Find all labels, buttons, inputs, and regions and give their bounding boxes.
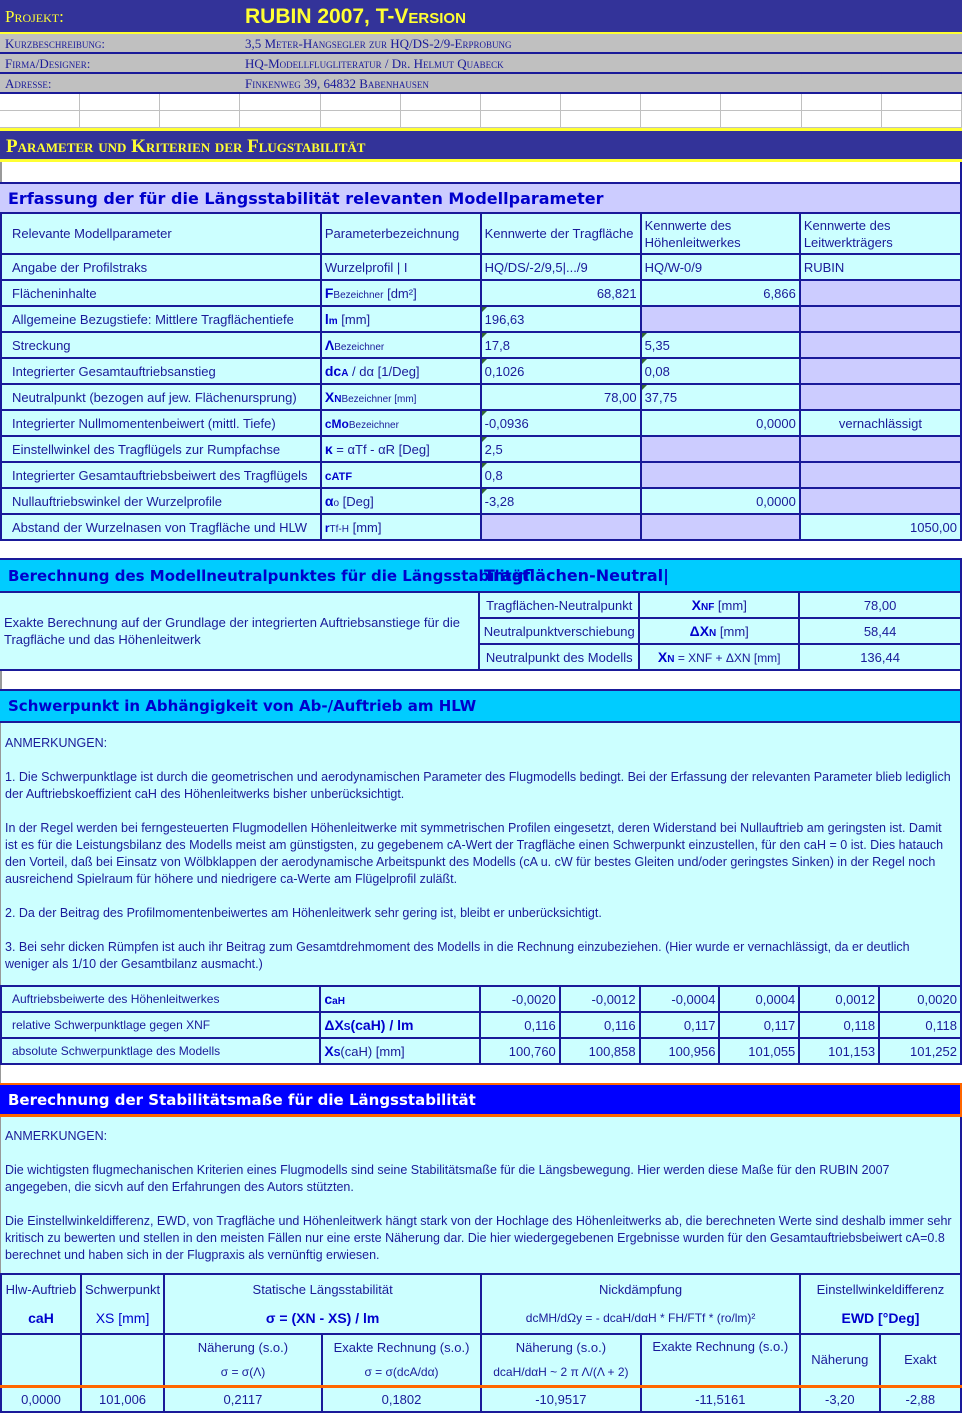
lwt-value[interactable]: RUBIN	[800, 254, 961, 280]
lwt-value[interactable]	[800, 462, 961, 488]
symbol-text: X	[324, 389, 335, 405]
table-row	[1, 436, 961, 462]
main-title: Parameter und Kriterien der Flugstabilität	[6, 136, 366, 157]
np-value[interactable]: 58,44	[799, 618, 961, 644]
cg-label: Auftriebsbeiwerte des Höhenleitwerkes	[1, 986, 320, 1012]
table-row	[1, 384, 961, 410]
grid-cell[interactable]	[802, 94, 882, 111]
val-ewd-approx[interactable]: -3,20	[800, 1386, 880, 1412]
grid-cell[interactable]	[882, 111, 962, 128]
symbol-text: Λ	[324, 337, 335, 353]
symbol-sub: Mo	[331, 416, 349, 431]
symbol-unit: Bezeichner	[348, 419, 399, 431]
spacer	[0, 162, 962, 182]
symbol-unit: (caH) / lm	[350, 1017, 414, 1033]
param-symbol	[321, 280, 481, 306]
section2-title-overflow: Tragflächen-Neutral|	[484, 566, 670, 585]
param-name: Allgemeine Bezugstiefe: Mittlere Tragflächentiefe	[1, 306, 321, 332]
hlw-value[interactable]: HQ/W-0/9	[641, 254, 800, 280]
symbol-sub: aH	[332, 996, 345, 1007]
grid-cell[interactable]	[321, 94, 401, 111]
section3-header	[0, 689, 962, 723]
param-name: Integrierter Gesamtauftriebsbeiwert des Tragflügels	[1, 462, 321, 488]
project-title-bar	[0, 0, 962, 34]
hlw-value[interactable]	[641, 462, 800, 488]
table-row	[0, 592, 961, 618]
symbol-unit: (caH) [mm]	[340, 1044, 405, 1059]
cg-label: relative Schwerpunktlage gegen XNF	[1, 1012, 320, 1038]
hlw-value[interactable]	[641, 306, 800, 332]
grid-cell[interactable]	[240, 94, 320, 111]
info-label: Kurzbeschreibung:	[5, 36, 106, 51]
info-row-kurzbeschreibung	[0, 34, 962, 54]
col-nick-label: Nickdämpfung	[599, 1282, 683, 1297]
symbol-text: Wurzelprofil | I	[324, 259, 408, 275]
symbol-sub: S	[343, 1022, 351, 1033]
symbol-sub: N	[667, 654, 675, 665]
grid-cell[interactable]	[401, 94, 481, 111]
symbol-text: F	[324, 285, 334, 301]
param-symbol	[321, 436, 481, 462]
col-stat	[164, 1274, 481, 1334]
np-label: Neutralpunktverschiebung	[479, 618, 639, 644]
sub-label: Exakte Rechnung (s.o.)	[333, 1339, 470, 1355]
col-sp	[81, 1274, 164, 1334]
note-paragraph: Die Einstellwinkeldifferenz, EWD, von Tragfläche und Höhenleitwerk hängt stark von der Hochlage des Höhenleitwerks ab, die berechneten Werte sind deshalb immer sehr kritisch zu bewerten und stellen in den meisten Fällen nur eine erste Näherung dar. Die hier wiedergegebenen Ergebnisse wurden für den Gesamtauftriebsbeiwert cA=0.8 berechnet und haben sich in der Flugpraxis als vernünftig erwiesen.	[5, 1214, 952, 1262]
val-ewd-exact[interactable]: -2,88	[880, 1386, 961, 1412]
symbol-unit: [mm]	[341, 312, 371, 327]
hlw-value[interactable]: 0,0000	[641, 488, 800, 514]
hlw-value[interactable]: 0,08	[641, 358, 800, 384]
info-value: Finkenweg 39, 64832 Babenhausen	[245, 76, 429, 91]
col-hlw-label: Hlw-Auftrieb	[5, 1282, 77, 1297]
symbol-text: c	[324, 991, 333, 1007]
lwt-value[interactable]	[800, 280, 961, 306]
symbol-text: X	[691, 597, 701, 613]
param-name: Angabe der Profilstraks	[1, 254, 321, 280]
table-row	[1, 1012, 961, 1038]
section1-title: Erfassung der für die Längsstabilität relevanten Modellparameter	[8, 189, 604, 208]
tf-value[interactable]: 17,8	[481, 332, 641, 358]
param-symbol	[321, 306, 481, 332]
col-header: Kennwerte des Leitwerkträgers	[800, 213, 961, 254]
cg-value[interactable]: 100,956	[640, 1038, 720, 1064]
symbol-unit: Bezeichner [mm]	[341, 394, 417, 405]
grid-cell[interactable]	[160, 94, 240, 111]
lwt-value[interactable]	[800, 488, 961, 514]
note-paragraph: 2. Da der Beitrag des Profilmomentenbeiwertes am Höhenleitwerk sehr gering ist, bleibt er unberücksichtigt.	[5, 906, 602, 920]
section2-title: Berechnung des Modellneutralpunktes für die Längsstabilität	[8, 567, 530, 585]
cg-value[interactable]: 100,760	[480, 1038, 560, 1064]
symbol-text: dc	[324, 363, 342, 379]
table-row	[1, 332, 961, 358]
stab-subheader-row	[1, 1334, 961, 1386]
symbol-sub: Bezeichner	[333, 290, 384, 301]
sub-ewd-exact: Exakt	[880, 1334, 961, 1386]
lwt-value[interactable]	[800, 332, 961, 358]
params-header-row	[1, 213, 961, 254]
symbol-unit: [mm]	[716, 624, 749, 639]
symbol-sub: m	[328, 316, 338, 327]
param-symbol	[321, 358, 481, 384]
table-row	[1, 488, 961, 514]
hlw-value[interactable]	[641, 436, 800, 462]
grid-cell[interactable]	[160, 111, 240, 128]
lwt-value[interactable]: 1050,00	[800, 514, 961, 540]
table-row	[1, 986, 961, 1012]
empty-cell	[1, 1334, 81, 1386]
tf-value[interactable]: 68,821	[481, 280, 641, 306]
spacer	[0, 671, 962, 689]
symbol-sub: Bezeichner	[334, 342, 385, 353]
col-ewd-label: Einstellwinkeldifferenz	[816, 1282, 945, 1297]
note-paragraph: Die wichtigsten flugmechanischen Kriterien eines Flugmodells sind seine Stabilitätsmaße für die Längsbewegung. Hier werden diese Maße für den RUBIN 2007 angegeben, die sicvh auf den Erfahrungen des Autors stützten.	[5, 1163, 890, 1194]
cg-value[interactable]: 101,055	[719, 1038, 799, 1064]
tf-value[interactable]	[481, 514, 641, 540]
cg-value[interactable]: 101,153	[799, 1038, 879, 1064]
symbol-text: c	[324, 416, 332, 431]
tf-value[interactable]: 0,8	[481, 462, 641, 488]
param-name: Nullauftriebswinkel der Wurzelprofile	[1, 488, 321, 514]
symbol-text: r	[324, 520, 330, 535]
symbol-text: α	[324, 493, 334, 509]
table-row	[1, 254, 961, 280]
cg-value[interactable]: 0,118	[799, 1012, 879, 1038]
col-header: Relevante Modellparameter	[1, 213, 321, 254]
col-sp-symbol: XS [mm]	[95, 1310, 150, 1326]
notes-heading: ANMERKUNGEN:	[5, 736, 108, 750]
cg-symbol	[320, 1012, 480, 1038]
col-header: Kennwerte der Tragfläche	[481, 213, 641, 254]
np-value[interactable]: 78,00	[799, 592, 961, 618]
param-name: Streckung	[1, 332, 321, 358]
stability-table	[0, 1273, 962, 1413]
cg-value[interactable]: -0,0012	[560, 986, 640, 1012]
symbol-unit: [Deg]	[339, 494, 374, 509]
grid-cell[interactable]	[401, 111, 481, 128]
stab-value-row	[1, 1386, 961, 1412]
symbol-text: c	[324, 468, 332, 483]
symbol-sub: N	[709, 628, 717, 639]
table-row	[1, 280, 961, 306]
symbol-sub: NF	[700, 602, 715, 613]
symbol-sub: ATF	[331, 470, 353, 483]
val-stat-approx[interactable]: 0,2117	[164, 1386, 322, 1412]
section2-header	[0, 558, 962, 592]
neutral-point-table	[0, 591, 962, 671]
param-symbol	[321, 410, 481, 436]
val-nick-exact[interactable]: -11,5161	[641, 1386, 800, 1412]
tf-value[interactable]: -3,28	[481, 488, 641, 514]
sub-label: Näherung (s.o.)	[197, 1339, 289, 1355]
info-row-firma	[0, 54, 962, 74]
param-symbol	[321, 254, 481, 280]
grid-cell[interactable]	[80, 94, 160, 111]
cg-value[interactable]: 0,116	[480, 1012, 560, 1038]
symbol-sub: N	[334, 394, 342, 405]
cg-value[interactable]: 101,252	[879, 1038, 961, 1064]
col-nick-formula: dcMH/dΩy = - dcaH/dαH * FH/FTf * (ro/lm)²	[525, 1311, 756, 1325]
symbol-sub: S	[333, 1048, 341, 1059]
np-label: Tragflächen-Neutralpunkt	[479, 592, 639, 618]
project-label: Projekt:	[5, 7, 64, 26]
note-paragraph: 3. Bei sehr dicken Rümpfen ist auch ihr Beitrag zum Gesamtdrehmoment des Modells in die Rechnung einzubeziehen. (Hier wurde er vernachlässigt, da er deutlich weniger als 1/10 der Gesamtbilanz ausmacht.)	[5, 940, 910, 971]
symbol-sub: A	[341, 368, 349, 379]
symbol-unit: = XNF + ΔXN [mm]	[674, 651, 781, 665]
tf-value[interactable]: HQ/DS/-2/9,5|.../9	[481, 254, 641, 280]
grid-cell[interactable]	[321, 111, 401, 128]
info-label: Adresse:	[5, 76, 52, 91]
param-name: Integrierter Nullmomentenbeiwert (mittl. Tiefe)	[1, 410, 321, 436]
grid-cell[interactable]	[80, 111, 160, 128]
hlw-value[interactable]: 37,75	[641, 384, 800, 410]
grid-cell[interactable]	[240, 111, 320, 128]
symbol-text: X	[324, 1043, 334, 1059]
lwt-value[interactable]	[800, 306, 961, 332]
symbol-unit: [mm]	[714, 598, 747, 613]
param-name: Abstand der Wurzelnasen von Tragfläche und HLW	[1, 514, 321, 540]
project-value: RUBIN 2007, T-Version	[245, 5, 466, 28]
cg-value[interactable]: 0,0012	[799, 986, 879, 1012]
tf-value[interactable]: 0,1026	[481, 358, 641, 384]
cg-value[interactable]: 0,117	[640, 1012, 720, 1038]
symbol-unit: / dα [1/Deg]	[348, 364, 420, 379]
info-value: 3,5 Meter-Hangsegler zur HQ/DS-2/9-Erprobung	[245, 36, 512, 51]
np-value[interactable]: 136,44	[799, 644, 961, 670]
cg-symbol	[320, 986, 480, 1012]
cg-value[interactable]: 0,118	[879, 1012, 961, 1038]
grid-cell[interactable]	[0, 111, 80, 128]
grid-cell[interactable]	[721, 111, 801, 128]
np-symbol	[639, 592, 799, 618]
symbol-sub: Tf-H	[329, 523, 349, 535]
note-paragraph: 1. Die Schwerpunktlage ist durch die geometrischen und aerodynamischen Parameter des Flugmodells bedingt. Bei der Erfassung der relevanten Parameter blieb lediglich der Auftriebskoeffizient caH des Höhenleitwerks bisher unberücksichtigt.	[5, 770, 951, 801]
cg-value[interactable]: 0,117	[719, 1012, 799, 1038]
section3-title: Schwerpunkt in Abhängigkeit von Ab-/Auftrieb am HLW	[8, 697, 477, 715]
table-row	[1, 410, 961, 436]
table-row	[1, 358, 961, 384]
lwt-value[interactable]	[800, 358, 961, 384]
grid-cell[interactable]	[561, 111, 641, 128]
cg-symbol	[320, 1038, 480, 1064]
grid-cell[interactable]	[561, 94, 641, 111]
sub-formula: σ = σ(Λ)	[220, 1364, 266, 1379]
symbol-text: κ	[324, 441, 333, 457]
cg-label: absolute Schwerpunktlage des Modells	[1, 1038, 320, 1064]
col-sp-label: Schwerpunkt	[84, 1282, 161, 1297]
col-header: Kennwerte des Höhenleitwerkes	[641, 213, 800, 254]
table-row	[1, 462, 961, 488]
cg-value[interactable]: 0,0004	[719, 986, 799, 1012]
np-symbol	[639, 644, 799, 670]
sub-ewd-approx: Näherung	[800, 1334, 880, 1386]
tf-value[interactable]: 2,5	[481, 436, 641, 462]
np-label: Neutralpunkt des Modells	[479, 644, 639, 670]
param-name: Integrierter Gesamtauftriebsanstieg	[1, 358, 321, 384]
sub-stat-exact	[322, 1334, 481, 1386]
param-name: Neutralpunkt (bezogen auf jew. Flächenursprung)	[1, 384, 321, 410]
stab-header-row	[1, 1274, 961, 1334]
param-symbol	[321, 384, 481, 410]
val-xs[interactable]: 101,006	[81, 1386, 164, 1412]
col-nick	[481, 1274, 800, 1334]
grid-cell[interactable]	[481, 111, 561, 128]
cg-value[interactable]: 0,0020	[879, 986, 961, 1012]
section1-header	[0, 182, 962, 213]
section3-notes	[0, 723, 962, 985]
symbol-text: l	[324, 311, 329, 327]
grid-cell[interactable]	[481, 94, 561, 111]
hlw-value[interactable]: 6,866	[641, 280, 800, 306]
param-symbol	[321, 332, 481, 358]
grid-cell[interactable]	[802, 111, 882, 128]
hlw-value[interactable]	[641, 514, 800, 540]
lwt-value[interactable]	[800, 384, 961, 410]
main-title-bar	[0, 128, 962, 162]
symbol-unit: [dm²]	[387, 286, 417, 301]
sub-stat-approx	[164, 1334, 322, 1386]
sub-nick-approx	[481, 1334, 640, 1386]
col-ewd-symbol: EWD [°Deg]	[841, 1310, 920, 1326]
grid-cell[interactable]	[882, 94, 962, 111]
notes-heading: ANMERKUNGEN:	[5, 1129, 108, 1143]
np-symbol	[639, 618, 799, 644]
sub-nick-exact: Exakte Rechnung (s.o.)	[641, 1334, 800, 1386]
grid-cell[interactable]	[0, 94, 80, 111]
lwt-value[interactable]	[800, 436, 961, 462]
col-stat-formula: σ = (XN - XS) / lm	[265, 1310, 380, 1326]
cg-value[interactable]: -0,0020	[480, 986, 560, 1012]
symbol-unit: = αTf - αR [Deg]	[332, 442, 430, 457]
sub-formula: σ = σ(dcA/dα)	[364, 1364, 439, 1379]
col-ewd	[800, 1274, 961, 1334]
symbol-text: ΔX	[689, 623, 710, 639]
param-name: Flächeninhalte	[1, 280, 321, 306]
col-hlw-symbol: caH	[28, 1310, 54, 1326]
empty-cell	[81, 1334, 164, 1386]
section4-title: Berechnung der Stabilitätsmaße für die Längsstabilität	[8, 1091, 476, 1109]
cg-value[interactable]: 100,858	[560, 1038, 640, 1064]
tf-value[interactable]: -0,0936	[481, 410, 641, 436]
val-caH[interactable]: 0,0000	[1, 1386, 81, 1412]
cg-value[interactable]: 0,116	[560, 1012, 640, 1038]
col-stat-label: Statische Längsstabilität	[252, 1282, 393, 1297]
col-header: Parameterbezeichnung	[321, 213, 481, 254]
grid-cell[interactable]	[641, 94, 721, 111]
empty-grid	[0, 94, 962, 128]
hlw-value[interactable]: 0,0000	[641, 410, 800, 436]
section4-header	[0, 1083, 962, 1117]
param-symbol	[321, 488, 481, 514]
param-symbol	[321, 514, 481, 540]
symbol-text: ΔX	[324, 1017, 344, 1033]
info-value: HQ-Modellflugliteratur / Dr. Helmut Quabeck	[245, 56, 504, 71]
sub-label: Näherung (s.o.)	[515, 1339, 607, 1355]
symbol-sub: o	[333, 498, 340, 509]
grid-cell[interactable]	[641, 111, 721, 128]
section4-notes	[0, 1117, 962, 1274]
val-stat-exact[interactable]: 0,1802	[322, 1386, 481, 1412]
cg-value[interactable]: -0,0004	[640, 986, 720, 1012]
params-table	[0, 212, 962, 541]
info-label: Firma/Designer:	[5, 56, 91, 71]
table-row	[1, 1038, 961, 1064]
np-description: Exakte Berechnung auf der Grundlage der integrierten Auftriebsanstiege für die Tragfläche und das Höhenleitwerk	[0, 592, 479, 670]
table-row	[1, 514, 961, 540]
param-symbol	[321, 462, 481, 488]
note-paragraph: In der Regel werden bei ferngesteuerten Flugmodellen Höhenleitwerke mit symmetrischen Profilen eingesetzt, deren Widerstand bei Nullauftrieb am geringsten ist. Damit ist es für die Leistungsbilanz des Modells meist am günstigsten, zu gegebenem cA-Wert der Tragfläche einen Schwerpunkt einzustellen, für den caH = 0 ist. Dies hatauch den Vorteil, daß bei Einsatz von Wölbklappen der aerodynamische Arbeitspunkt des Modells (cA u. cW für bestes Gleiten und/oder geringstes Sinken) in der Regel noch ausreichend Spielraum für höhere und niedrigere ca-Werte am Flügelprofil zuläßt.	[5, 821, 944, 886]
tf-value[interactable]: 196,63	[481, 306, 641, 332]
info-row-adresse	[0, 74, 962, 94]
cg-table	[0, 985, 962, 1065]
lwt-value[interactable]: vernachlässigt	[800, 410, 961, 436]
col-hlw	[1, 1274, 81, 1334]
symbol-unit: [mm]	[348, 519, 382, 535]
sub-formula: dcaH/dαH ~ 2 π Λ/(Λ + 2)	[493, 1364, 629, 1379]
tf-value[interactable]: 78,00	[481, 384, 641, 410]
spacer	[0, 1065, 962, 1083]
grid-cell[interactable]	[721, 94, 801, 111]
param-name: Einstellwinkel des Tragflügels zur Rumpfachse	[1, 436, 321, 462]
val-nick-approx[interactable]: -10,9517	[481, 1386, 640, 1412]
hlw-value[interactable]: 5,35	[641, 332, 800, 358]
symbol-text: X	[657, 649, 668, 665]
table-row	[1, 306, 961, 332]
